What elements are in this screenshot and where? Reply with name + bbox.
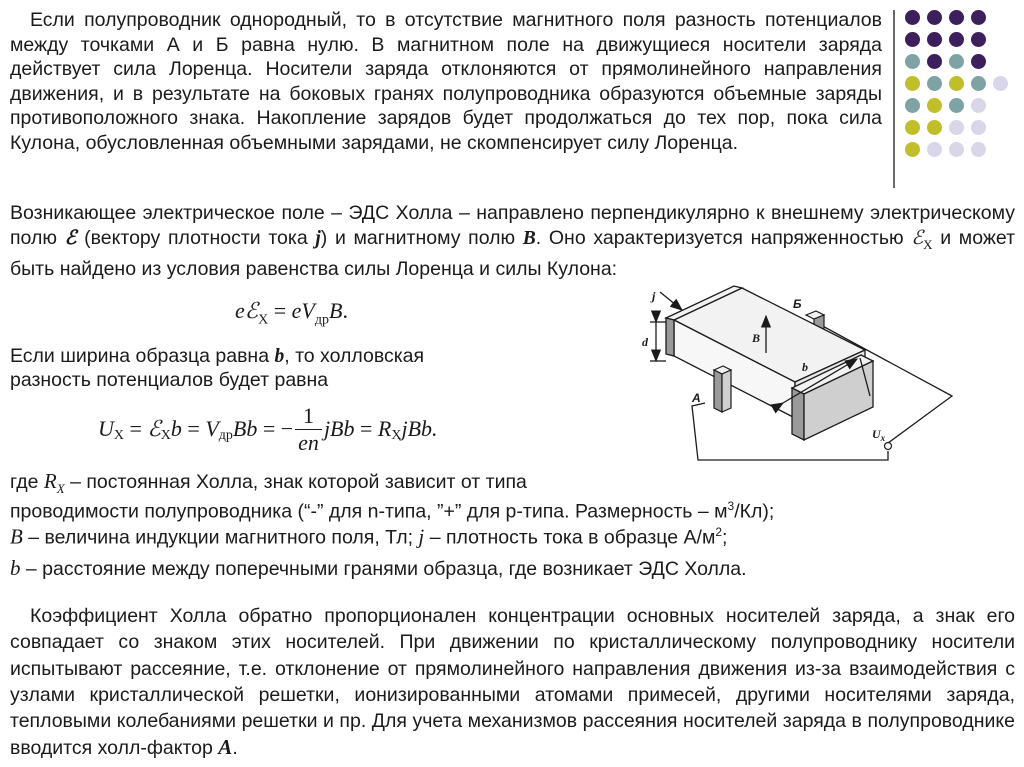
decor-dot <box>971 32 986 47</box>
formula-lorentz-coulomb: eℰ$_Х$ = $eV_{др}B$. <box>235 298 348 328</box>
decor-dot <box>905 54 920 69</box>
decor-dot <box>949 98 964 113</box>
decor-dot <box>927 32 942 47</box>
label-contact-a: А <box>692 391 701 405</box>
hall-field-text-1: Возникающее электрическое поле – ЭДС Холла – направлено перпендикулярно к внешнему электрическому полю <box>10 202 1015 249</box>
decor-dot <box>949 10 964 25</box>
label-u: $U_x$ <box>872 427 886 443</box>
width-text-line-2: разность потенциалов будет равна <box>10 369 329 391</box>
decor-dot <box>905 76 920 91</box>
contact-a <box>714 366 731 412</box>
decor-dot <box>993 76 1008 91</box>
decor-dot <box>949 32 964 47</box>
decor-dot <box>905 32 920 47</box>
width-text-line-1: Если ширина образца равна b, то холловская <box>10 345 425 367</box>
label-B: B <box>752 331 761 345</box>
fraction: $\frac{1}{en}$ <box>295 403 322 456</box>
decor-dot <box>905 142 920 157</box>
decor-dot <box>949 120 964 135</box>
vertical-separator <box>893 10 895 188</box>
hall-field-text-4: . Оно характеризуется напряженностью <box>535 226 904 249</box>
definition-rx: где $R_X$ – постоянная Холла, знак которой зависит от типа <box>10 469 527 496</box>
label-j: j <box>652 289 656 303</box>
decor-dot <box>971 120 986 135</box>
decor-dot <box>971 76 986 91</box>
symbol-b-width: b <box>10 556 21 580</box>
decor-dot <box>949 54 964 69</box>
decor-dot <box>971 10 986 25</box>
terminal-dot <box>885 443 892 450</box>
definition-conductivity: проводимости полупроводника (“-” для n-типа, ”+” для p-типа. Размерность – $м^3/Кл$); <box>10 499 775 523</box>
decor-dot <box>971 142 986 157</box>
decor-dot <box>927 76 942 91</box>
decor-dot <box>949 142 964 157</box>
symbol-eh: ℰ$_Х$ <box>911 227 933 252</box>
closing-paragraph: Коэффициент Холла обратно пропорционален концентрации основных носителей заряда, а знак его совпадает со знаком этих носителей. При движении по кристаллическому полупроводнику носители испытывают рассеяние, т.е. отклонение от прямолинейного направления движения из-за взаимодействия с узлами кристаллической решетки, ионизированными атомами примесей, другими носителями заряда, тепловыми колебаниями решетки и пр. Для учета механизмов рассеяния носителей заряда в полупроводнике вводится холл-фактор A. <box>10 605 1015 760</box>
symbol-b-induction: B <box>10 524 23 549</box>
intro-text: Если полупроводник однородный, то в отсутствие магнитного поля разность потенциалов между точками А и Б равна нулю. В магнитном поле на движущиеся носители заряда действует сила Лоренца. Носители заряда отклоняются от прямолинейного направления движения, и в результате на боковых гранях полупроводника образуются объемные заряды противоположного знака. Накопление зарядов будет продолжаться до тех пор, пока сила Кулона, обусловленная объемными зарядами, не скомпенсирует силу Лоренца. <box>10 9 882 154</box>
decor-dot <box>927 142 942 157</box>
definition-b-induction: B – величина индукции магнитного поля, Тл; j – плотность тока в образце $А/м^2$; <box>10 524 728 549</box>
current-arrow <box>660 292 682 310</box>
closing-text: Коэффициент Холла обратно пропорционален концентрации основных носителей заряда, а знак его совпадает со знаком этих носителей. При движении по кристаллическому полупроводнику носители испытывают рассеяние, т.е. отклонение от прямолинейного направления движения из-за взаимодействия с узлами кристаллической решетки, ионизированными атомами примесей, другими носителями заряда, тепловыми колебаниями решетки и пр. Для учета механизмов рассеяния носителей заряда в полупроводнике вводится холл-фактор <box>10 605 1015 760</box>
symbol-B: B <box>522 227 536 249</box>
label-b: b <box>802 360 808 374</box>
symbol-j: j <box>315 227 321 249</box>
symbol-field-e: ℰ <box>64 227 77 249</box>
intro-paragraph <box>10 8 882 156</box>
definition-b-width: b – расстояние между поперечными гранями образца, где возникает ЭДС Холла. <box>10 556 747 580</box>
label-contact-b: Б <box>793 297 802 311</box>
label-d: d <box>642 335 648 349</box>
decor-dot <box>971 54 986 69</box>
hall-field-text-2: (вектору плотности тока <box>84 226 308 249</box>
hall-field-text-5: и может быть найдено из условия равенства силы Лоренца и силы Кулона: <box>10 226 1015 281</box>
symbol-a: A <box>218 735 233 760</box>
decor-dot <box>971 98 986 113</box>
formula-hall-voltage: U $_Х$ = ℰ $_Х$ b = V $_{др}$ Bb = − $\frac{1}{en}$ jBb = R $_Х$ jBb. <box>98 402 438 455</box>
decor-dot <box>927 120 942 135</box>
decor-dot <box>905 98 920 113</box>
symbol-rx: R <box>43 469 57 493</box>
decor-dot <box>927 54 942 69</box>
decor-dot <box>905 10 920 25</box>
hall-effect-diagram <box>630 278 970 478</box>
decorative-dot-grid <box>905 10 1015 165</box>
decor-dot <box>949 76 964 91</box>
hall-field-text-3: ) и магнитному полю <box>320 226 516 249</box>
decor-dot <box>905 120 920 135</box>
symbol-b: b <box>274 346 285 367</box>
hall-field-paragraph <box>10 201 1015 282</box>
decor-dot <box>927 10 942 25</box>
decor-dot <box>927 98 942 113</box>
symbol-j-density: j <box>418 524 425 549</box>
